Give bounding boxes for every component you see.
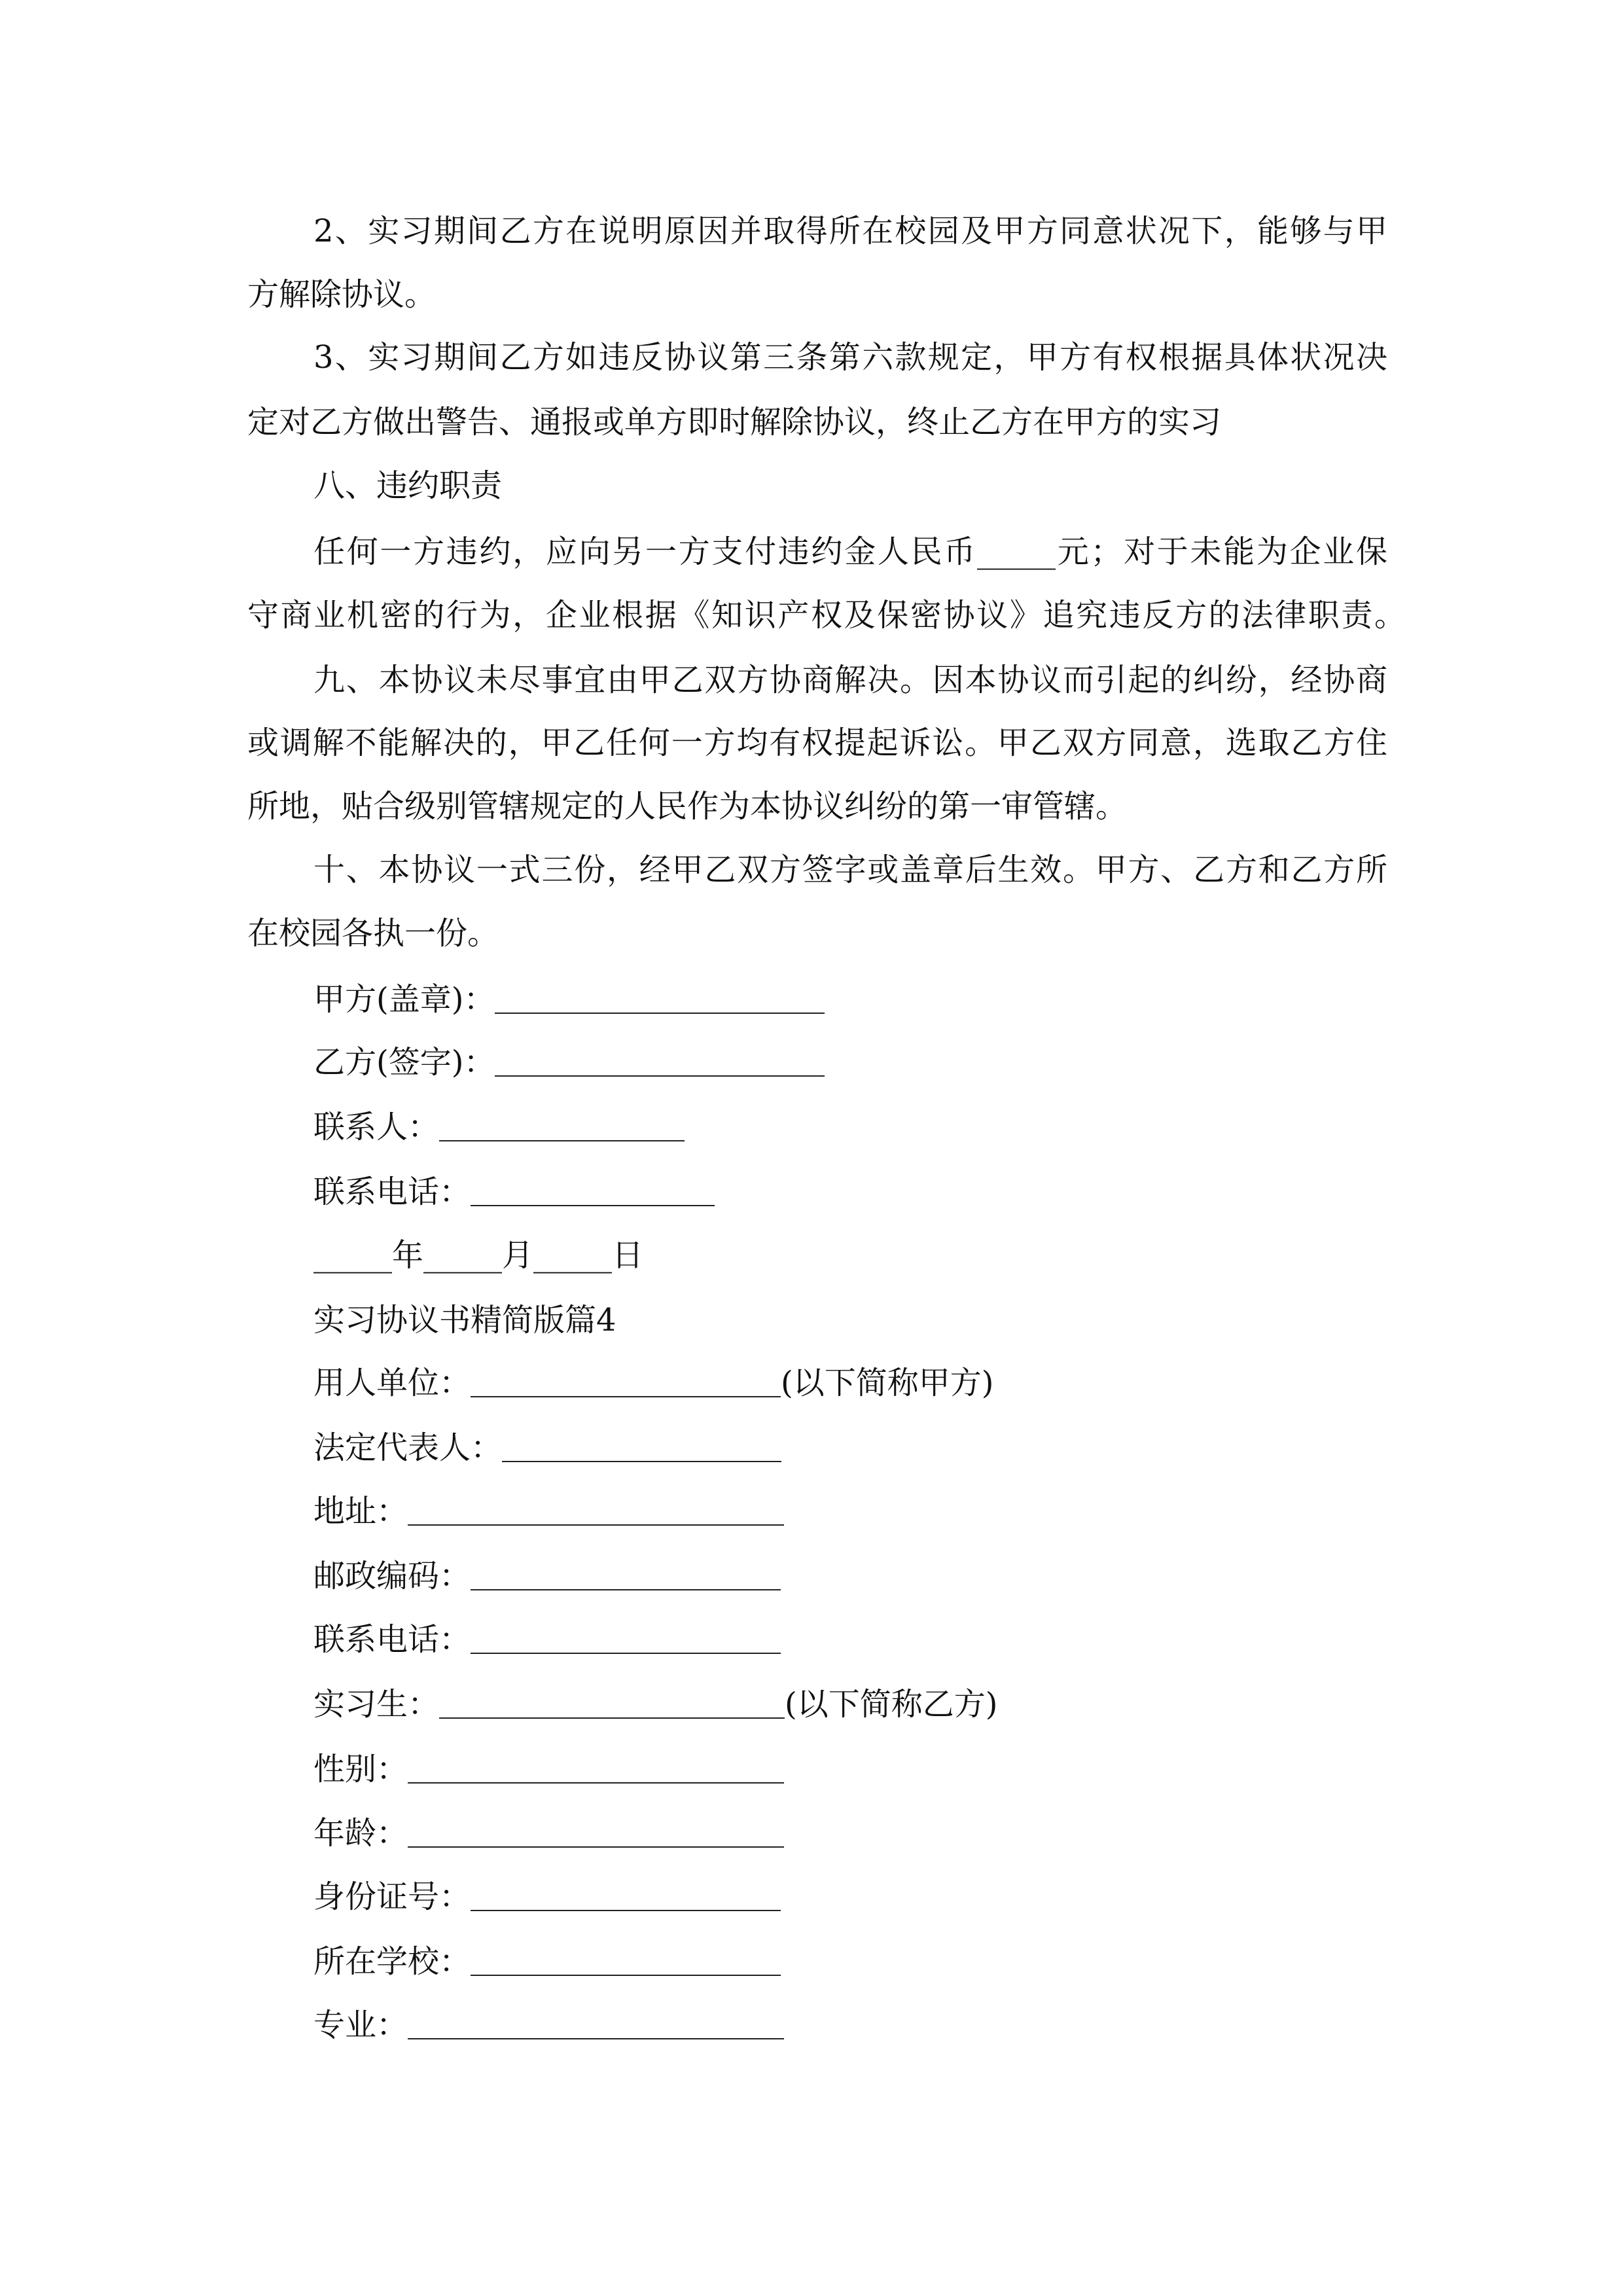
field-label: 甲方(盖章)： xyxy=(313,981,495,1018)
blank-line[interactable] xyxy=(471,1621,781,1654)
blank-line[interactable] xyxy=(408,1751,784,1784)
field-label: 专业： xyxy=(313,2007,408,2043)
paragraph-line: 在校园各执一份。 xyxy=(247,915,499,952)
blank-line[interactable] xyxy=(408,1493,784,1526)
section-title: 实习协议书精简版篇4 xyxy=(313,1302,616,1338)
field-label: 性别： xyxy=(313,1751,408,1787)
field-label: 地址： xyxy=(313,1493,408,1530)
paragraph-line: 3、实习期间乙方如违反协议第三条第六款规定，甲方有权根据具体状况决 xyxy=(313,339,1387,376)
blank-line[interactable] xyxy=(495,1044,825,1077)
school-field[interactable] xyxy=(313,1942,781,1981)
party-a-seal-field[interactable] xyxy=(313,980,825,1019)
paragraph-line: 定对乙方做出警告、通报或单方即时解除协议，终止乙方在甲方的实习 xyxy=(247,404,1222,440)
blank-line[interactable] xyxy=(439,1686,785,1719)
field-label: 法定代表人： xyxy=(313,1429,503,1466)
field-suffix: (以下简称甲方) xyxy=(781,1365,994,1401)
field-label: 邮政编码： xyxy=(313,1558,471,1594)
blank-line[interactable] xyxy=(471,1365,781,1397)
field-label: 乙方(签字)： xyxy=(313,1044,495,1081)
field-label: 身份证号： xyxy=(313,1878,471,1915)
age-field[interactable] xyxy=(313,1814,784,1853)
phone-field[interactable] xyxy=(313,1620,781,1659)
employer-field[interactable] xyxy=(313,1363,993,1403)
blank-line[interactable] xyxy=(471,1174,715,1206)
id-number-field[interactable] xyxy=(313,1877,781,1916)
major-field[interactable] xyxy=(313,2005,784,2045)
contact-phone-field[interactable] xyxy=(313,1172,715,1211)
field-suffix: (以下简称乙方) xyxy=(785,1686,998,1723)
paragraph-line: 或调解不能解决的，甲乙任何一方均有权提起诉讼。甲乙双方同意，选取乙方住 xyxy=(247,725,1387,761)
blank-line[interactable] xyxy=(439,1109,685,1141)
party-b-signature-field[interactable] xyxy=(313,1043,825,1082)
paragraph-line: 所地，贴合级别管辖规定的人民作为本协议纠纷的第一审管辖。 xyxy=(247,788,1128,825)
intern-field[interactable] xyxy=(313,1685,997,1724)
date-field[interactable]: _____年_____月_____日 xyxy=(313,1237,644,1274)
legal-representative-field[interactable] xyxy=(313,1428,781,1467)
paragraph-line: 任何一方违约，应向另一方支付违约金人民币_____元；对于未能为企业保 xyxy=(313,533,1387,570)
gender-field[interactable] xyxy=(313,1749,784,1789)
address-field[interactable] xyxy=(313,1492,784,1531)
blank-line[interactable] xyxy=(495,981,825,1014)
field-label: 联系人： xyxy=(313,1109,440,1145)
blank-line[interactable] xyxy=(502,1429,781,1462)
blank-line[interactable] xyxy=(408,2007,784,2039)
paragraph-line: 守商业机密的行为，企业根据《知识产权及保密协议》追究违反方的法律职责。 xyxy=(247,597,1406,634)
contact-person-field[interactable] xyxy=(313,1107,685,1147)
paragraph-line: 九、本协议未尽事宜由甲乙双方协商解决。因本协议而引起的纠纷，经协商 xyxy=(313,662,1387,698)
postcode-field[interactable] xyxy=(313,1556,781,1596)
section-heading: 八、违约职责 xyxy=(313,467,503,504)
blank-line[interactable] xyxy=(408,1815,784,1848)
paragraph-line: 2、实习期间乙方在说明原因并取得所在校园及甲方同意状况下，能够与甲 xyxy=(313,213,1387,249)
blank-line[interactable] xyxy=(471,1878,781,1911)
field-label: 用人单位： xyxy=(313,1365,471,1401)
field-label: 联系电话： xyxy=(313,1621,471,1658)
field-label: 实习生： xyxy=(313,1686,440,1723)
paragraph-line: 十、本协议一式三份，经甲乙双方签字或盖章后生效。甲方、乙方和乙方所 xyxy=(313,852,1387,888)
field-label: 联系电话： xyxy=(313,1174,471,1210)
field-label: 年龄： xyxy=(313,1815,408,1852)
blank-line[interactable] xyxy=(471,1943,781,1976)
blank-line[interactable] xyxy=(471,1558,781,1590)
field-label: 所在学校： xyxy=(313,1943,471,1980)
paragraph-line: 方解除协议。 xyxy=(247,276,437,313)
